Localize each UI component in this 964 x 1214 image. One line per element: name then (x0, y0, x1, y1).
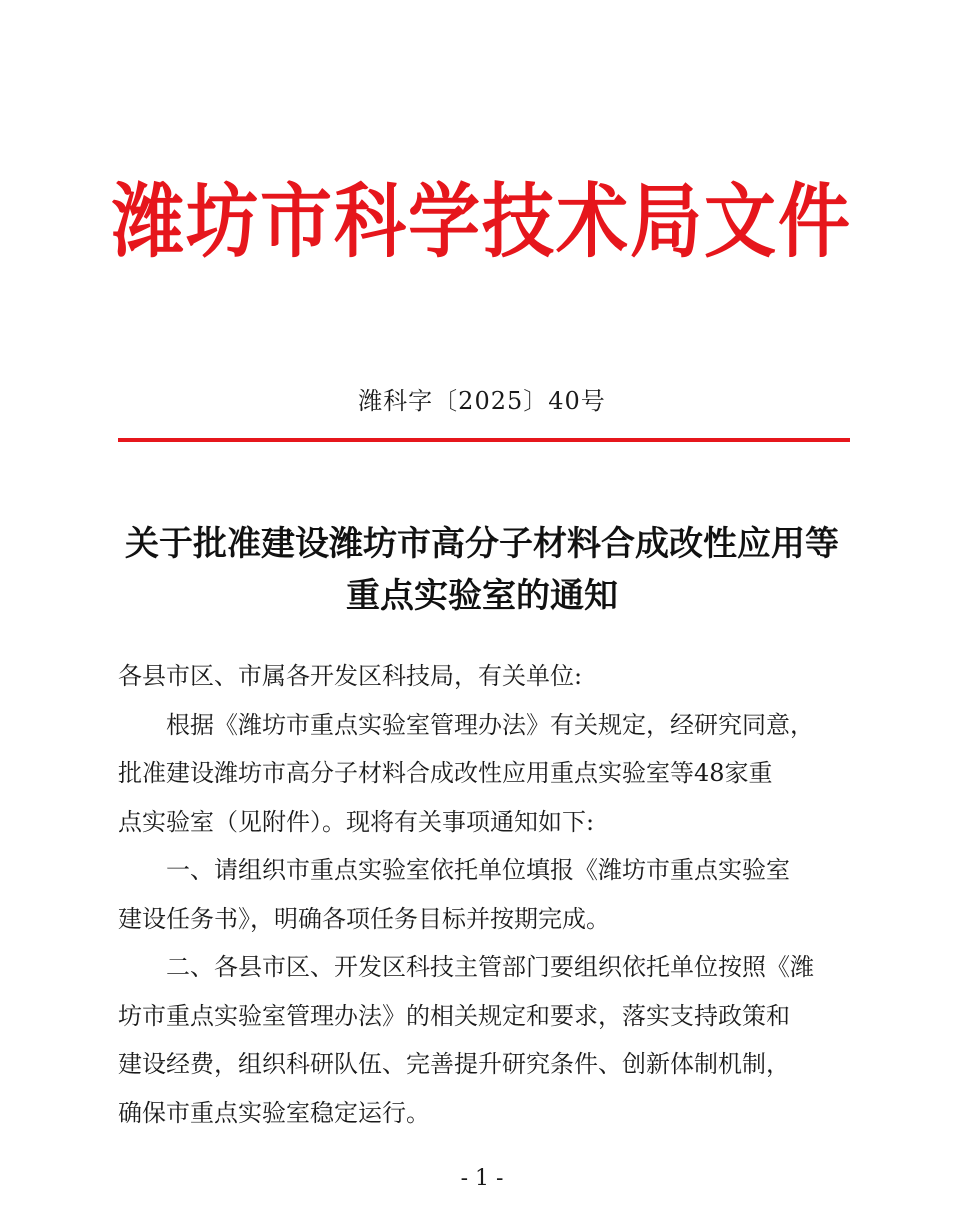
body-line: 确保市重点实验室稳定运行。 (118, 1098, 430, 1127)
document-number: 潍科字〔2025〕40号 (358, 387, 606, 415)
body-line: 建设经费，组织科研队伍、完善提升研究条件、创新体制机制， (118, 1050, 790, 1078)
notice-title-line-1: 关于批准建设潍坊市高分子材料合成改性应用等 (125, 524, 839, 564)
body-line: 根据《潍坊市重点实验室管理办法》有关规定，经研究同意， (166, 710, 814, 739)
notice-body (118, 652, 850, 1137)
salutation: 各县市区、市属各开发区科技局，有关单位: (118, 662, 583, 690)
body-line: 建设任务书》，明确各项任务目标并按期完成。 (118, 904, 610, 933)
red-divider-line (118, 438, 850, 442)
masthead-title: 潍坊市科学技术局文件 (111, 173, 852, 269)
body-line: 二、各县市区、开发区科技主管部门要组织依托单位按照《潍 (166, 953, 814, 981)
notice-title-line-2: 重点实验室的通知 (346, 576, 618, 616)
body-line: 批准建设潍坊市高分子材料合成改性应用重点实验室等48家重 (118, 759, 773, 787)
notice-title (100, 518, 864, 622)
body-line: 坊市重点实验室管理办法》的相关规定和要求，落实支持政策和 (118, 1001, 790, 1030)
body-line: 一、请组织市重点实验室依托单位填报《潍坊市重点实验室 (166, 856, 790, 884)
page-number: - 1 - (460, 1166, 504, 1191)
body-line: 点实验室（见附件）。现将有关事项通知如下: (118, 807, 595, 836)
